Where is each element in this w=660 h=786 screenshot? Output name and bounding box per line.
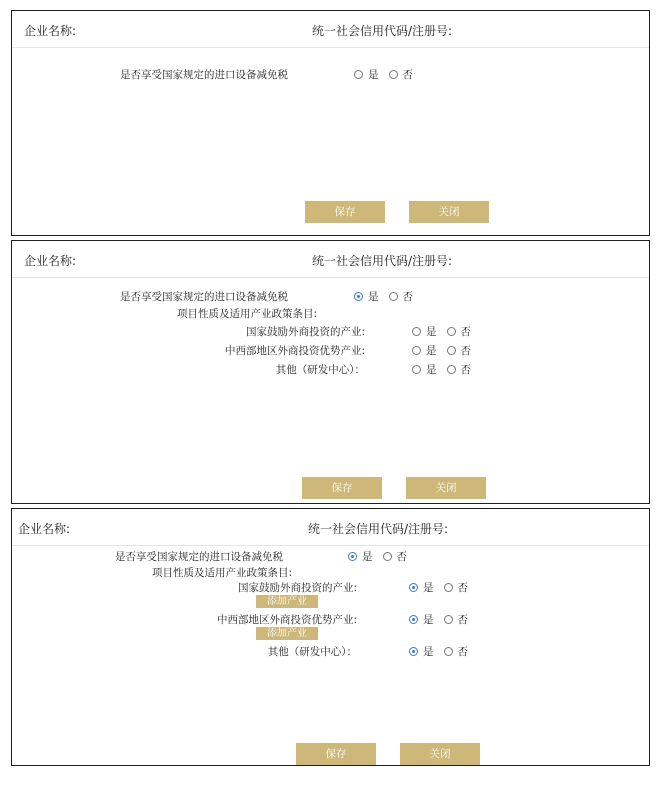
add-industry-button[interactable]: 添加产业 — [256, 595, 318, 608]
radio-no-label: 否 — [460, 345, 471, 357]
radio-button-icon[interactable] — [412, 327, 421, 336]
radio-button-selected-icon[interactable] — [348, 552, 357, 561]
policy-item-radio-group — [409, 612, 478, 627]
radio-no[interactable] — [444, 580, 469, 595]
radio-no-label: 否 — [402, 69, 413, 81]
policy-item-radio-group — [412, 362, 481, 377]
radio-yes-label: 是 — [368, 291, 379, 303]
radio-button-icon[interactable] — [354, 70, 363, 79]
radio-yes[interactable] — [412, 324, 437, 339]
radio-button-icon[interactable] — [412, 346, 421, 355]
radio-yes[interactable] — [412, 343, 437, 358]
policy-item-radio-group — [412, 324, 481, 339]
radio-yes-label: 是 — [426, 345, 437, 357]
policy-item-label: 国家鼓励外商投资的产业: — [245, 326, 365, 338]
radio-no-label: 否 — [457, 614, 468, 626]
radio-button-icon[interactable] — [383, 552, 392, 561]
policy-item-label: 中西部地区外商投资优势产业: — [216, 614, 357, 626]
credit-code-label: 统一社会信用代码/注册号: — [308, 522, 449, 536]
radio-no-label: 否 — [457, 646, 468, 658]
radio-button-icon[interactable] — [389, 70, 398, 79]
radio-yes[interactable] — [348, 549, 373, 564]
radio-yes[interactable] — [409, 612, 434, 627]
radio-no[interactable] — [444, 612, 469, 627]
radio-button-icon[interactable] — [447, 365, 456, 374]
policy-item-radio-group — [412, 343, 481, 358]
import-exemption-question: 是否享受国家规定的进口设备减免税 — [120, 69, 288, 81]
radio-yes-label: 是 — [423, 582, 434, 594]
close-button[interactable]: 关闭 — [409, 201, 489, 223]
radio-yes[interactable] — [354, 67, 379, 82]
radio-no-label: 否 — [460, 326, 471, 338]
policy-title: 项目性质及适用产业政策条目: — [177, 308, 318, 320]
form-header — [12, 241, 649, 278]
policy-item-label: 中西部地区外商投资优势产业: — [224, 345, 365, 357]
radio-button-icon[interactable] — [447, 327, 456, 336]
radio-no-label: 否 — [396, 551, 407, 563]
radio-button-selected-icon[interactable] — [354, 292, 363, 301]
policy-item-radio-group — [409, 644, 478, 659]
policy-item-label: 其他（研发中心）： — [275, 364, 365, 376]
policy-title: 项目性质及适用产业政策条目: — [152, 567, 293, 579]
form-panel-all-yes — [11, 508, 650, 766]
radio-no[interactable] — [389, 289, 414, 304]
radio-button-icon[interactable] — [389, 292, 398, 301]
radio-no[interactable] — [447, 324, 472, 339]
close-button[interactable]: 关闭 — [406, 477, 486, 499]
radio-no[interactable] — [447, 362, 472, 377]
add-industry-button[interactable]: 添加产业 — [256, 627, 318, 640]
radio-yes[interactable] — [354, 289, 379, 304]
form-header — [12, 509, 649, 546]
radio-yes[interactable] — [409, 644, 434, 659]
radio-button-selected-icon[interactable] — [409, 647, 418, 656]
company-name-label: 企业名称: — [18, 522, 71, 536]
radio-no[interactable] — [447, 343, 472, 358]
save-button[interactable]: 保存 — [296, 743, 376, 765]
policy-item-label: 其他（研发中心）： — [267, 646, 357, 658]
radio-yes-label: 是 — [362, 551, 373, 563]
radio-no[interactable] — [383, 549, 408, 564]
radio-yes-label: 是 — [423, 614, 434, 626]
form-panel-yes-selected — [11, 240, 650, 504]
policy-item-label: 国家鼓励外商投资的产业: — [237, 582, 357, 594]
form-header — [12, 11, 649, 48]
radio-yes[interactable] — [412, 362, 437, 377]
radio-yes-label: 是 — [426, 364, 437, 376]
company-name-label: 企业名称: — [24, 254, 77, 268]
radio-yes-label: 是 — [423, 646, 434, 658]
save-button[interactable]: 保存 — [302, 477, 382, 499]
import-exemption-radio-group — [354, 289, 423, 304]
radio-button-icon[interactable] — [444, 583, 453, 592]
save-button[interactable]: 保存 — [305, 201, 385, 223]
radio-yes-label: 是 — [368, 69, 379, 81]
radio-no-label: 否 — [457, 582, 468, 594]
radio-button-selected-icon[interactable] — [409, 615, 418, 624]
radio-no-label: 否 — [460, 364, 471, 376]
credit-code-label: 统一社会信用代码/注册号: — [312, 24, 453, 38]
import-exemption-question: 是否享受国家规定的进口设备减免税 — [115, 551, 283, 563]
radio-button-icon[interactable] — [447, 346, 456, 355]
company-name-label: 企业名称: — [24, 24, 77, 38]
radio-no[interactable] — [444, 644, 469, 659]
import-exemption-radio-group — [354, 67, 423, 82]
form-panel-initial — [11, 10, 650, 236]
radio-button-selected-icon[interactable] — [409, 583, 418, 592]
credit-code-label: 统一社会信用代码/注册号: — [312, 254, 453, 268]
close-button[interactable]: 关闭 — [400, 743, 480, 765]
policy-item-radio-group — [409, 580, 478, 595]
import-exemption-radio-group — [348, 549, 417, 564]
radio-no[interactable] — [389, 67, 414, 82]
radio-button-icon[interactable] — [444, 647, 453, 656]
radio-button-icon[interactable] — [412, 365, 421, 374]
radio-yes-label: 是 — [426, 326, 437, 338]
radio-no-label: 否 — [402, 291, 413, 303]
import-exemption-question: 是否享受国家规定的进口设备减免税 — [120, 291, 288, 303]
radio-yes[interactable] — [409, 580, 434, 595]
radio-button-icon[interactable] — [444, 615, 453, 624]
